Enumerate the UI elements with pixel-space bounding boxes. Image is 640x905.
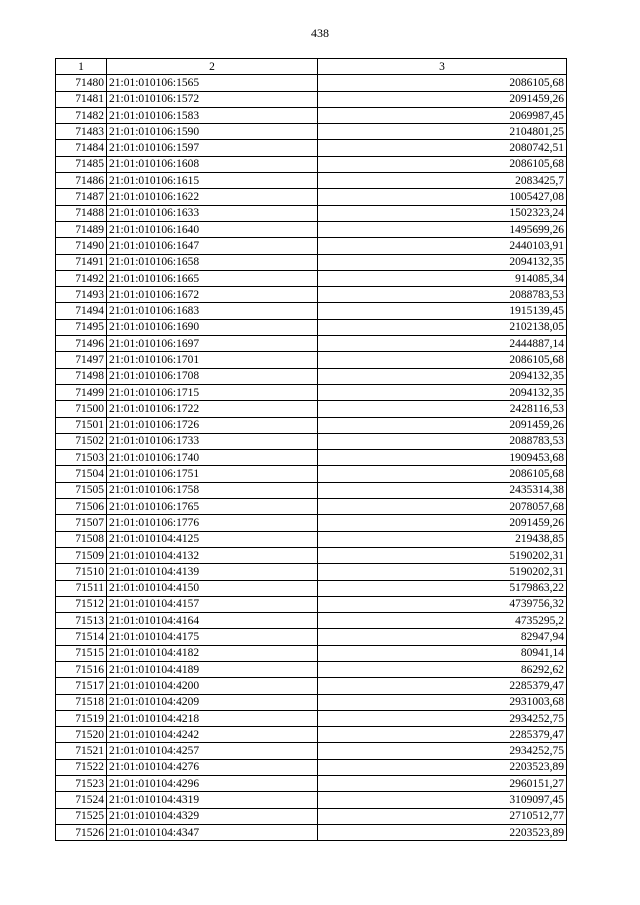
cadastral-number-cell: 21:01:010104:4329 [107, 808, 318, 824]
cadastral-number-cell: 21:01:010106:1633 [107, 205, 318, 221]
table-row [56, 515, 567, 531]
table-row [56, 401, 567, 417]
cadastral-number-cell: 21:01:010104:4132 [107, 547, 318, 563]
row-number-cell: 71503 [56, 450, 107, 466]
row-number-cell: 71493 [56, 287, 107, 303]
cadastral-number-cell: 21:01:010106:1733 [107, 433, 318, 449]
cadastral-number-cell: 21:01:010104:4319 [107, 792, 318, 808]
value-cell: 2960151,27 [318, 776, 567, 792]
table-row [56, 433, 567, 449]
value-cell: 1909453,68 [318, 450, 567, 466]
cadastral-number-cell: 21:01:010106:1622 [107, 189, 318, 205]
value-cell: 2088783,53 [318, 433, 567, 449]
value-cell: 914085,34 [318, 270, 567, 286]
row-number-cell: 71504 [56, 466, 107, 482]
value-cell: 1495699,26 [318, 221, 567, 237]
cadastral-number-cell: 21:01:010104:4139 [107, 564, 318, 580]
table-row [56, 238, 567, 254]
cadastral-number-cell: 21:01:010106:1647 [107, 238, 318, 254]
value-cell: 5179863,22 [318, 580, 567, 596]
row-number-cell: 71515 [56, 645, 107, 661]
table-row [56, 613, 567, 629]
value-cell: 1915139,45 [318, 303, 567, 319]
value-cell: 2083425,7 [318, 173, 567, 189]
cadastral-number-cell: 21:01:010106:1572 [107, 91, 318, 107]
table-row [56, 710, 567, 726]
table-row [56, 205, 567, 221]
value-cell: 2428116,53 [318, 401, 567, 417]
row-number-cell: 71490 [56, 238, 107, 254]
cadastral-number-cell: 21:01:010104:4218 [107, 710, 318, 726]
table-row [56, 645, 567, 661]
table-row [56, 808, 567, 824]
row-number-cell: 71483 [56, 124, 107, 140]
value-cell: 2091459,26 [318, 91, 567, 107]
row-number-cell: 71519 [56, 710, 107, 726]
value-cell: 2091459,26 [318, 515, 567, 531]
cadastral-number-cell: 21:01:010104:4296 [107, 776, 318, 792]
row-number-cell: 71510 [56, 564, 107, 580]
cadastral-number-cell: 21:01:010104:4189 [107, 661, 318, 677]
table-row [56, 792, 567, 808]
table-row [56, 694, 567, 710]
table-row [56, 531, 567, 547]
row-number-cell: 71498 [56, 368, 107, 384]
value-cell: 2094132,35 [318, 254, 567, 270]
cadastral-number-cell: 21:01:010106:1708 [107, 368, 318, 384]
cadastral-number-cell: 21:01:010106:1608 [107, 156, 318, 172]
page-number: 438 [311, 26, 329, 40]
cadastral-number-cell: 21:01:010104:4257 [107, 743, 318, 759]
table-row [56, 75, 567, 91]
value-cell: 2435314,38 [318, 482, 567, 498]
column-header-1: 1 [56, 59, 107, 75]
row-number-cell: 71512 [56, 596, 107, 612]
table-row [56, 417, 567, 433]
table-row [56, 221, 567, 237]
value-cell: 2444887,14 [318, 336, 567, 352]
table-row [56, 319, 567, 335]
cadastral-number-cell: 21:01:010104:4209 [107, 694, 318, 710]
value-cell: 2934252,75 [318, 710, 567, 726]
value-cell: 80941,14 [318, 645, 567, 661]
table-row [56, 287, 567, 303]
value-cell: 2440103,91 [318, 238, 567, 254]
cadastral-number-cell: 21:01:010106:1701 [107, 352, 318, 368]
cadastral-number-cell: 21:01:010104:4164 [107, 613, 318, 629]
cadastral-number-cell: 21:01:010104:4182 [107, 645, 318, 661]
row-number-cell: 71516 [56, 661, 107, 677]
cadastral-number-cell: 21:01:010104:4175 [107, 629, 318, 645]
row-number-cell: 71489 [56, 221, 107, 237]
table-row [56, 173, 567, 189]
row-number-cell: 71526 [56, 824, 107, 840]
cadastral-number-cell: 21:01:010104:4125 [107, 531, 318, 547]
value-cell: 219438,85 [318, 531, 567, 547]
value-cell: 1502323,24 [318, 205, 567, 221]
value-cell: 2091459,26 [318, 417, 567, 433]
row-number-cell: 71507 [56, 515, 107, 531]
row-number-cell: 71501 [56, 417, 107, 433]
value-cell: 2931003,68 [318, 694, 567, 710]
row-number-cell: 71492 [56, 270, 107, 286]
table-row [56, 107, 567, 123]
row-number-cell: 71524 [56, 792, 107, 808]
table-row [56, 91, 567, 107]
value-cell: 82947,94 [318, 629, 567, 645]
row-number-cell: 71505 [56, 482, 107, 498]
row-number-cell: 71481 [56, 91, 107, 107]
value-cell: 2934252,75 [318, 743, 567, 759]
table-row [56, 140, 567, 156]
row-number-cell: 71496 [56, 336, 107, 352]
value-cell: 2080742,51 [318, 140, 567, 156]
table-row [56, 580, 567, 596]
cadastral-number-cell: 21:01:010106:1740 [107, 450, 318, 466]
row-number-cell: 71520 [56, 727, 107, 743]
cadastral-number-cell: 21:01:010106:1640 [107, 221, 318, 237]
value-cell: 2094132,35 [318, 384, 567, 400]
row-number-cell: 71508 [56, 531, 107, 547]
row-number-cell: 71497 [56, 352, 107, 368]
cadastral-number-cell: 21:01:010106:1690 [107, 319, 318, 335]
value-cell: 2102138,05 [318, 319, 567, 335]
value-cell: 1005427,08 [318, 189, 567, 205]
table-row [56, 759, 567, 775]
value-cell: 5190202,31 [318, 547, 567, 563]
row-number-cell: 71484 [56, 140, 107, 156]
table-row [56, 678, 567, 694]
row-number-cell: 71488 [56, 205, 107, 221]
cadastral-number-cell: 21:01:010106:1658 [107, 254, 318, 270]
table-row [56, 156, 567, 172]
cadastral-number-cell: 21:01:010106:1597 [107, 140, 318, 156]
cadastral-number-cell: 21:01:010104:4276 [107, 759, 318, 775]
row-number-cell: 71522 [56, 759, 107, 775]
cadastral-number-cell: 21:01:010104:4347 [107, 824, 318, 840]
table-row [56, 270, 567, 286]
cadastral-number-cell: 21:01:010106:1751 [107, 466, 318, 482]
value-cell: 5190202,31 [318, 564, 567, 580]
value-cell: 2069987,45 [318, 107, 567, 123]
table-row [56, 352, 567, 368]
cadastral-number-cell: 21:01:010104:4150 [107, 580, 318, 596]
cadastral-number-cell: 21:01:010106:1715 [107, 384, 318, 400]
table-row [56, 547, 567, 563]
table-row [56, 254, 567, 270]
row-number-cell: 71506 [56, 499, 107, 515]
cadastral-number-cell: 21:01:010106:1590 [107, 124, 318, 140]
table-row [56, 189, 567, 205]
cadastral-number-cell: 21:01:010106:1672 [107, 287, 318, 303]
table-body [56, 75, 567, 841]
table-row [56, 564, 567, 580]
row-number-cell: 71499 [56, 384, 107, 400]
table-row [56, 776, 567, 792]
row-number-cell: 71487 [56, 189, 107, 205]
value-cell: 2710512,77 [318, 808, 567, 824]
value-cell: 2104801,25 [318, 124, 567, 140]
cadastral-number-cell: 21:01:010104:4200 [107, 678, 318, 694]
cadastral-number-cell: 21:01:010106:1722 [107, 401, 318, 417]
column-header-3: 3 [318, 59, 567, 75]
row-number-cell: 71521 [56, 743, 107, 759]
table-row [56, 384, 567, 400]
cadastral-number-cell: 21:01:010106:1726 [107, 417, 318, 433]
table-row [56, 466, 567, 482]
row-number-cell: 71523 [56, 776, 107, 792]
table-row [56, 596, 567, 612]
data-table [55, 58, 567, 841]
table-row [56, 368, 567, 384]
table-row [56, 336, 567, 352]
column-header-2: 2 [107, 59, 318, 75]
cadastral-number-cell: 21:01:010104:4157 [107, 596, 318, 612]
row-number-cell: 71517 [56, 678, 107, 694]
table-row [56, 303, 567, 319]
value-cell: 2086105,68 [318, 156, 567, 172]
row-number-cell: 71511 [56, 580, 107, 596]
value-cell: 4739756,32 [318, 596, 567, 612]
table-row [56, 482, 567, 498]
table-row [56, 743, 567, 759]
row-number-cell: 71480 [56, 75, 107, 91]
row-number-cell: 71509 [56, 547, 107, 563]
value-cell: 3109097,45 [318, 792, 567, 808]
row-number-cell: 71513 [56, 613, 107, 629]
value-cell: 2203523,89 [318, 759, 567, 775]
cadastral-number-cell: 21:01:010106:1765 [107, 499, 318, 515]
cadastral-number-cell: 21:01:010106:1758 [107, 482, 318, 498]
row-number-cell: 71485 [56, 156, 107, 172]
row-number-cell: 71482 [56, 107, 107, 123]
row-number-cell: 71502 [56, 433, 107, 449]
row-number-cell: 71525 [56, 808, 107, 824]
row-number-cell: 71495 [56, 319, 107, 335]
table-row [56, 727, 567, 743]
value-cell: 2285379,47 [318, 678, 567, 694]
row-number-cell: 71514 [56, 629, 107, 645]
cadastral-number-cell: 21:01:010106:1697 [107, 336, 318, 352]
row-number-cell: 71518 [56, 694, 107, 710]
value-cell: 2086105,68 [318, 75, 567, 91]
cadastral-number-cell: 21:01:010106:1565 [107, 75, 318, 91]
table-row [56, 499, 567, 515]
value-cell: 2285379,47 [318, 727, 567, 743]
cadastral-number-cell: 21:01:010106:1776 [107, 515, 318, 531]
table-row [56, 661, 567, 677]
cadastral-number-cell: 21:01:010106:1665 [107, 270, 318, 286]
value-cell: 2203523,89 [318, 824, 567, 840]
row-number-cell: 71494 [56, 303, 107, 319]
value-cell: 86292,62 [318, 661, 567, 677]
value-cell: 2078057,68 [318, 499, 567, 515]
table-row [56, 629, 567, 645]
cadastral-number-cell: 21:01:010104:4242 [107, 727, 318, 743]
value-cell: 2094132,35 [318, 368, 567, 384]
value-cell: 2088783,53 [318, 287, 567, 303]
table-row [56, 824, 567, 840]
row-number-cell: 71486 [56, 173, 107, 189]
row-number-cell: 71491 [56, 254, 107, 270]
cadastral-number-cell: 21:01:010106:1583 [107, 107, 318, 123]
cadastral-number-cell: 21:01:010106:1615 [107, 173, 318, 189]
table-row [56, 124, 567, 140]
value-cell: 4735295,2 [318, 613, 567, 629]
row-number-cell: 71500 [56, 401, 107, 417]
value-cell: 2086105,68 [318, 466, 567, 482]
table-row [56, 450, 567, 466]
cadastral-number-cell: 21:01:010106:1683 [107, 303, 318, 319]
header-row [56, 59, 567, 75]
value-cell: 2086105,68 [318, 352, 567, 368]
